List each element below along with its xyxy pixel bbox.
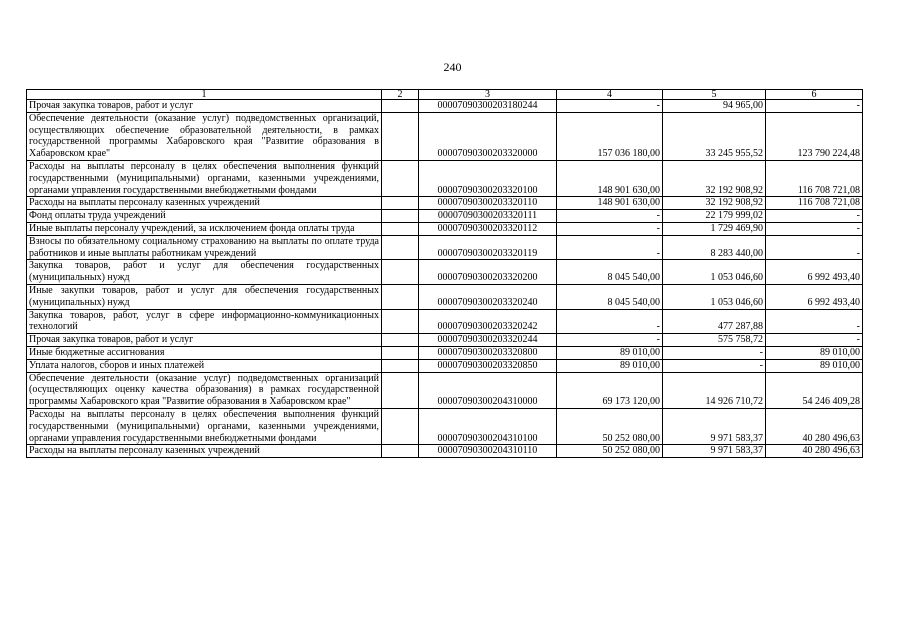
row-value-col6: - bbox=[766, 309, 863, 334]
table-row bbox=[27, 284, 863, 309]
row-code: 00007090300203320000 bbox=[419, 112, 557, 160]
row-value-col6: 40 280 496,63 bbox=[766, 408, 863, 444]
header-row bbox=[27, 90, 863, 100]
row-value-col6: - bbox=[766, 210, 863, 223]
row-col2-cell bbox=[382, 197, 419, 210]
row-description: Иные бюджетные ассигнования bbox=[27, 346, 382, 359]
row-value-col4: 148 901 630,00 bbox=[557, 160, 663, 196]
row-code: 00007090300204310000 bbox=[419, 372, 557, 408]
row-value-col6: 116 708 721,08 bbox=[766, 197, 863, 210]
row-value-col6: - bbox=[766, 100, 863, 113]
row-value-col4: - bbox=[557, 309, 663, 334]
page-number: 240 bbox=[443, 60, 462, 74]
row-description: Расходы на выплаты персоналу в целях обеспечения выполнения функций государственными (муниципальными) органами, казенными учреждениями, органами управления государственными внебюджетными фондами bbox=[27, 408, 382, 444]
row-value-col6: 123 790 224,48 bbox=[766, 112, 863, 160]
table-row bbox=[27, 309, 863, 334]
row-description: Закупка товаров, работ, услуг в сфере информационно-коммуникационных технологий bbox=[27, 309, 382, 334]
row-value-col5: 9 971 583,37 bbox=[663, 445, 766, 458]
row-description: Обеспечение деятельности (оказание услуг) подведомственных организаций (осуществляющих оценку качества образования) в рамках государственной программы Хабаровского края "Развитие образования в Хабаровском крае" bbox=[27, 372, 382, 408]
row-value-col5: - bbox=[663, 359, 766, 372]
row-description: Фонд оплаты труда учреждений bbox=[27, 210, 382, 223]
row-value-col6: 6 992 493,40 bbox=[766, 284, 863, 309]
row-value-col5: 32 192 908,92 bbox=[663, 160, 766, 196]
row-description: Расходы на выплаты персоналу казенных учреждений bbox=[27, 197, 382, 210]
row-value-col4: 8 045 540,00 bbox=[557, 284, 663, 309]
row-code: 00007090300203320242 bbox=[419, 309, 557, 334]
row-code: 00007090300203320244 bbox=[419, 334, 557, 347]
column-header: 1 bbox=[27, 90, 382, 100]
column-header: 6 bbox=[766, 90, 863, 100]
table-row bbox=[27, 160, 863, 196]
row-description: Уплата налогов, сборов и иных платежей bbox=[27, 359, 382, 372]
column-header: 4 bbox=[557, 90, 663, 100]
table-row bbox=[27, 260, 863, 285]
row-col2-cell bbox=[382, 210, 419, 223]
row-description: Взносы по обязательному социальному страхованию на выплаты по оплате труда работников и иные выплаты работникам учреждений bbox=[27, 235, 382, 260]
row-col2-cell bbox=[382, 100, 419, 113]
row-description: Прочая закупка товаров, работ и услуг bbox=[27, 100, 382, 113]
table-row bbox=[27, 210, 863, 223]
table-row bbox=[27, 112, 863, 160]
table-row bbox=[27, 408, 863, 444]
row-code: 00007090300203320240 bbox=[419, 284, 557, 309]
row-code: 00007090300203320119 bbox=[419, 235, 557, 260]
row-value-col6: 116 708 721,08 bbox=[766, 160, 863, 196]
row-value-col4: - bbox=[557, 235, 663, 260]
row-value-col4: - bbox=[557, 222, 663, 235]
row-col2-cell bbox=[382, 309, 419, 334]
row-col2-cell bbox=[382, 334, 419, 347]
row-value-col6: 54 246 409,28 bbox=[766, 372, 863, 408]
row-code: 00007090300203320112 bbox=[419, 222, 557, 235]
row-col2-cell bbox=[382, 112, 419, 160]
row-value-col6: - bbox=[766, 235, 863, 260]
row-value-col6: - bbox=[766, 222, 863, 235]
row-col2-cell bbox=[382, 260, 419, 285]
row-value-col6: 89 010,00 bbox=[766, 346, 863, 359]
row-value-col4: 69 173 120,00 bbox=[557, 372, 663, 408]
row-value-col4: - bbox=[557, 210, 663, 223]
row-value-col5: 8 283 440,00 bbox=[663, 235, 766, 260]
column-header: 2 bbox=[382, 90, 419, 100]
table-row bbox=[27, 235, 863, 260]
row-code: 00007090300203320111 bbox=[419, 210, 557, 223]
table-row bbox=[27, 372, 863, 408]
row-value-col5: 14 926 710,72 bbox=[663, 372, 766, 408]
row-col2-cell bbox=[382, 359, 419, 372]
row-col2-cell bbox=[382, 346, 419, 359]
row-value-col5: 1 053 046,60 bbox=[663, 260, 766, 285]
table-row bbox=[27, 346, 863, 359]
row-value-col4: 50 252 080,00 bbox=[557, 408, 663, 444]
table-row bbox=[27, 222, 863, 235]
row-code: 00007090300203320100 bbox=[419, 160, 557, 196]
row-col2-cell bbox=[382, 284, 419, 309]
table-row bbox=[27, 334, 863, 347]
row-code: 00007090300203320110 bbox=[419, 197, 557, 210]
column-header: 5 bbox=[663, 90, 766, 100]
row-code: 00007090300204310100 bbox=[419, 408, 557, 444]
table-row bbox=[27, 197, 863, 210]
row-description: Расходы на выплаты персоналу казенных учреждений bbox=[27, 445, 382, 458]
row-value-col5: 33 245 955,52 bbox=[663, 112, 766, 160]
row-value-col5: 22 179 999,02 bbox=[663, 210, 766, 223]
row-code: 00007090300204310110 bbox=[419, 445, 557, 458]
row-col2-cell bbox=[382, 222, 419, 235]
row-description: Иные закупки товаров, работ и услуг для обеспечения государственных (муниципальных) нужд bbox=[27, 284, 382, 309]
row-value-col5: 575 758,72 bbox=[663, 334, 766, 347]
row-col2-cell bbox=[382, 235, 419, 260]
row-value-col5: 94 965,00 bbox=[663, 100, 766, 113]
row-value-col5: - bbox=[663, 346, 766, 359]
column-header: 3 bbox=[419, 90, 557, 100]
row-value-col5: 477 287,88 bbox=[663, 309, 766, 334]
row-value-col4: 157 036 180,00 bbox=[557, 112, 663, 160]
table-row bbox=[27, 359, 863, 372]
table-row bbox=[27, 100, 863, 113]
row-value-col4: 50 252 080,00 bbox=[557, 445, 663, 458]
row-value-col5: 9 971 583,37 bbox=[663, 408, 766, 444]
row-code: 00007090300203320800 bbox=[419, 346, 557, 359]
row-col2-cell bbox=[382, 445, 419, 458]
row-value-col4: 89 010,00 bbox=[557, 346, 663, 359]
row-description: Расходы на выплаты персоналу в целях обеспечения выполнения функций государственными (муниципальными) органами, казенными учреждениями, органами управления государственными внебюджетными фондами bbox=[27, 160, 382, 196]
row-value-col4: - bbox=[557, 334, 663, 347]
row-description: Прочая закупка товаров, работ и услуг bbox=[27, 334, 382, 347]
table-row bbox=[27, 445, 863, 458]
row-value-col5: 1 053 046,60 bbox=[663, 284, 766, 309]
row-value-col5: 1 729 469,90 bbox=[663, 222, 766, 235]
row-code: 00007090300203320200 bbox=[419, 260, 557, 285]
row-value-col4: 89 010,00 bbox=[557, 359, 663, 372]
row-code: 00007090300203320850 bbox=[419, 359, 557, 372]
row-value-col6: 89 010,00 bbox=[766, 359, 863, 372]
row-code: 00007090300203180244 bbox=[419, 100, 557, 113]
row-value-col4: 8 045 540,00 bbox=[557, 260, 663, 285]
row-description: Закупка товаров, работ и услуг для обеспечения государственных (муниципальных) нужд bbox=[27, 260, 382, 285]
row-description: Иные выплаты персоналу учреждений, за исключением фонда оплаты труда bbox=[27, 222, 382, 235]
row-value-col6: - bbox=[766, 334, 863, 347]
row-value-col6: 40 280 496,63 bbox=[766, 445, 863, 458]
row-value-col4: - bbox=[557, 100, 663, 113]
row-value-col5: 32 192 908,92 bbox=[663, 197, 766, 210]
row-description: Обеспечение деятельности (оказание услуг) подведомственных организаций, осуществляющих обеспечение образовательной деятельности, в рамках государственной программы Хабаровского края "Развитие образования в Хабаровском крае" bbox=[27, 112, 382, 160]
row-value-col6: 6 992 493,40 bbox=[766, 260, 863, 285]
budget-table bbox=[26, 89, 863, 458]
row-col2-cell bbox=[382, 408, 419, 444]
row-col2-cell bbox=[382, 372, 419, 408]
row-value-col4: 148 901 630,00 bbox=[557, 197, 663, 210]
row-col2-cell bbox=[382, 160, 419, 196]
